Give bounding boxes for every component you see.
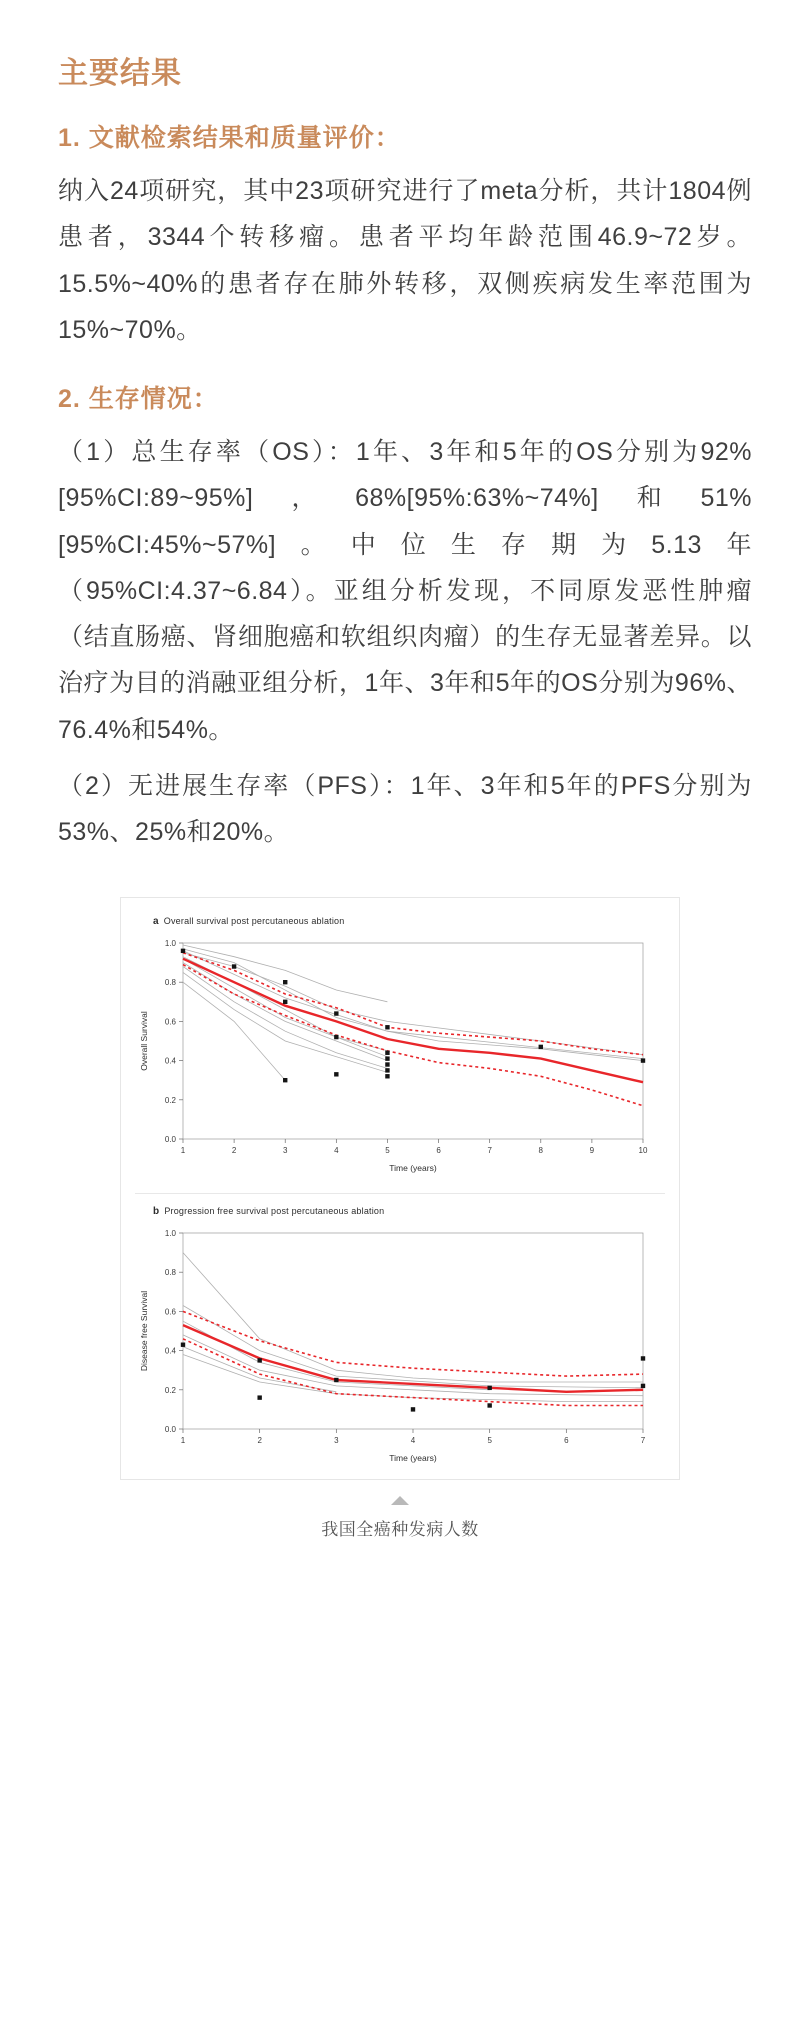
svg-text:3: 3 (334, 1436, 339, 1446)
figure-caption: 我国全癌种发病人数 (321, 1520, 479, 1540)
figure-block (40, 897, 760, 1540)
chart-panel-a-label: a (153, 916, 159, 928)
svg-text:8: 8 (538, 1146, 544, 1156)
chart-panel-b (135, 1193, 665, 1469)
svg-text:0.0: 0.0 (164, 1425, 176, 1435)
svg-text:10: 10 (638, 1146, 648, 1156)
svg-text:7: 7 (487, 1146, 492, 1156)
section-heading-2: 2. 生存情况： (58, 385, 219, 413)
chart-panel-b-plot (135, 1219, 665, 1469)
svg-text:1: 1 (180, 1146, 186, 1156)
svg-text:5: 5 (385, 1146, 390, 1156)
svg-text:6: 6 (564, 1436, 569, 1446)
svg-text:0.8: 0.8 (164, 1268, 176, 1278)
progression-free-survival-chart (135, 1219, 665, 1469)
overall-survival-chart (135, 929, 665, 1179)
chart-panel-a-title-text: Overall survival post percutaneous ablation (163, 916, 345, 927)
section-2-paragraph-1: （1）总生存率（OS）：1年、3年和5年的OS分别为92%[95%CI:89~95%]，68%[95%:63%~74%]和51%[95%CI:45%~57%]。中位生存期为5.13年（95%CI:4.37~6.84）。亚组分析发现，不同原发恶性肿瘤（结直肠癌、肾细胞癌和软组织肉瘤）的生存无显著差异。以治疗为目的消融亚组分析，1年、3年和5年的OS分别为96%、76.4%和54%。 (58, 438, 752, 744)
svg-text:2: 2 (257, 1436, 262, 1446)
svg-text:6: 6 (436, 1146, 441, 1156)
svg-text:0.4: 0.4 (164, 1056, 176, 1066)
svg-text:0.4: 0.4 (164, 1346, 176, 1356)
svg-text:Disease free Survival: Disease free Survival (139, 1291, 149, 1372)
svg-text:0.2: 0.2 (164, 1096, 176, 1106)
svg-text:4: 4 (410, 1436, 416, 1446)
svg-text:0.0: 0.0 (164, 1135, 176, 1145)
section-2-paragraph-2: （2）无进展生存率（PFS）：1年、3年和5年的PFS分别为53%、25%和20%。 (58, 771, 752, 846)
svg-text:5: 5 (487, 1436, 492, 1446)
chart-panel-b-title-text: Progression free survival post percutaneous ablation (164, 1206, 385, 1217)
chart-panel-b-title (153, 1206, 665, 1217)
svg-text:4: 4 (334, 1146, 339, 1156)
svg-text:0.6: 0.6 (164, 1017, 176, 1027)
svg-text:7: 7 (640, 1436, 646, 1446)
section-heading-1: 1. 文献检索结果和质量评价： (58, 124, 401, 152)
svg-text:1.0: 1.0 (164, 1229, 176, 1239)
caption-arrow-icon (391, 1496, 409, 1505)
chart-panel-b-label: b (153, 1206, 160, 1218)
chart-panel-a (135, 916, 665, 1179)
svg-text:1.0: 1.0 (164, 939, 176, 949)
svg-text:0.6: 0.6 (164, 1307, 176, 1317)
page-bottom-spacer (40, 1540, 760, 1580)
svg-text:0.2: 0.2 (164, 1386, 176, 1396)
svg-text:2: 2 (231, 1146, 237, 1156)
chart-panel-a-plot (135, 929, 665, 1179)
svg-text:Time (years): Time (years) (389, 1453, 437, 1464)
svg-text:0.8: 0.8 (164, 978, 176, 988)
svg-text:Time (years): Time (years) (389, 1163, 437, 1174)
survival-figure (120, 897, 680, 1480)
svg-text:1: 1 (180, 1436, 186, 1446)
svg-text:3: 3 (282, 1146, 288, 1156)
page-title: 主要结果 (58, 57, 182, 90)
chart-panel-a-title (153, 916, 665, 927)
svg-text:9: 9 (589, 1146, 595, 1156)
svg-text:Overall Survival: Overall Survival (139, 1011, 149, 1072)
section-1-paragraph-1: 纳入24项研究，其中23项研究进行了meta分析，共计1804例患者，3344个转移瘤。患者平均年龄范围46.9~72岁。15.5%~40%的患者存在肺外转移，双侧疾病发生率范围为15%~70%。 (58, 177, 752, 344)
